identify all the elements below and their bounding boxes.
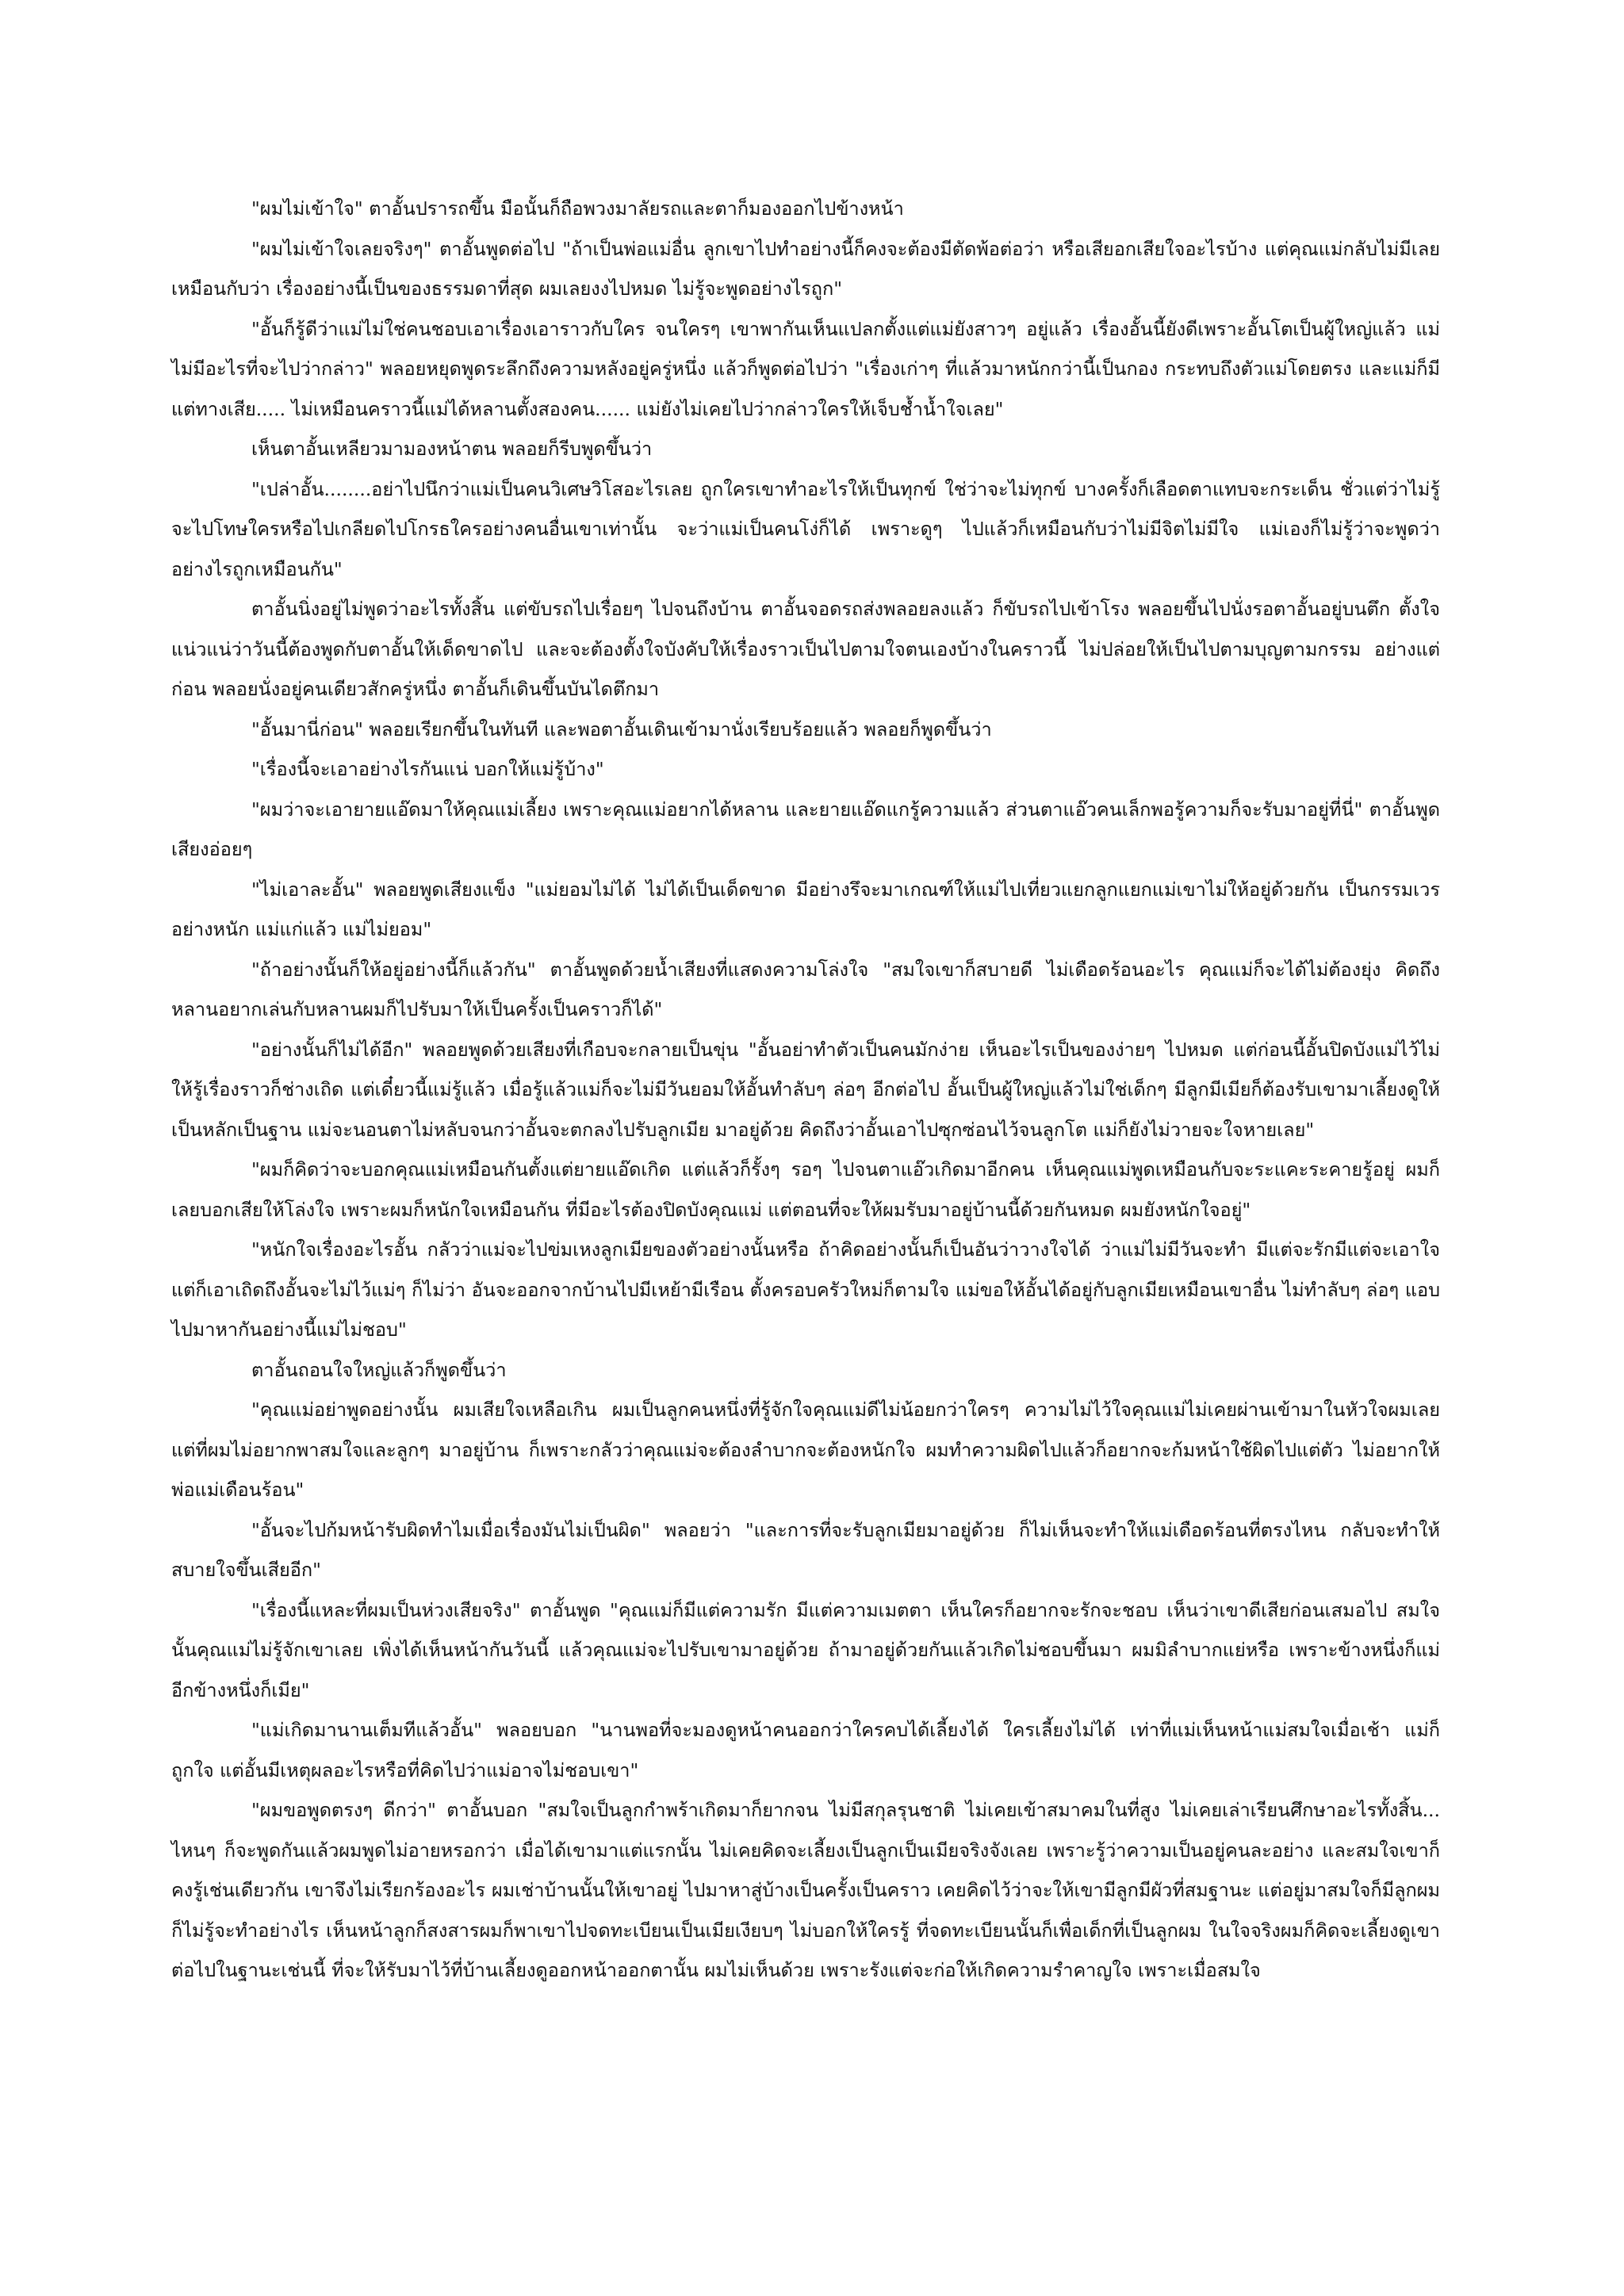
paragraph-8: "เรื่องนี้จะเอาอย่างไรกันแน่ บอกให้แม่รู้บ้าง" — [251, 758, 604, 780]
paragraph-5: "เปล่าอั้น........อย่าไปนึกว่าแม่เป็นคนวิเศษวิโสอะไรเลย ถูกใครเขาทำอะไรให้เป็นทุกข์ ใช่ว่าจะไม่ทุกข์ บางครั้งก็เลือดตาแทบจะกระเด็น ชั่วแต่ว่าไม่รู้จะไปโทษใครหรือไปเกลียดไปโกรธใครอย่างคนอื่นเขาเท่านั้น จะว่าแม่เป็นคนโง่ก็ได้ เพราะดูๆ ไปแล้วก็เหมือนกับว่าไม่มีจิตไม่มีใจ แม่เองก็ไม่รู้ว่าจะพูดว่าอย่างไรถูกเหมือนกัน" — [171, 477, 1440, 580]
paragraph-11: "ถ้าอย่างนั้นก็ให้อยู่อย่างนี้ก็แล้วกัน" ตาอั้นพูดด้วยน้ำเสียงที่แสดงความโล่งใจ "สมใจเขาก็สบายดี ไม่เดือดร้อนอะไร คุณแม่ก็จะได้ไม่ต้องยุ่ง คิดถึงหลานอยากเล่นกับหลานผมก็ไปรับมาให้เป็นครั้งเป็นคราวก็ได้" — [171, 958, 1440, 1020]
paragraph-13: "ผมก็คิดว่าจะบอกคุณแม่เหมือนกันตั้งแต่ยายแอ๊ดเกิด แต่แล้วก็รั้งๆ รอๆ ไปจนตาแอ๊วเกิดมาอีกคน เห็นคุณแม่พูดเหมือนกับจะระแคะระคายรู้อยู่ ผมก็เลยบอกเสียให้โล่งใจ เพราะผมก็หนักใจเหมือนกัน ที่มีอะไรต้องปิดบังคุณแม่ แต่ตอนที่จะให้ผมรับมาอยู่บ้านนี้ด้วยกันหมด ผมยังหนักใจอยู่" — [171, 1158, 1440, 1221]
paragraph-16: "คุณแม่อย่าพูดอย่างนั้น ผมเสียใจเหลือเกิน ผมเป็นลูกคนหนึ่งที่รู้จักใจคุณแม่ดีไม่น้อยกว่าใครๆ ความไม่ไว้ใจคุณแม่ไม่เคยผ่านเข้ามาในหัวใจผมเลย แต่ที่ผมไม่อยากพาสมใจและลูกๆ มาอยู่บ้าน ก็เพราะกลัวว่าคุณแม่จะต้องลำบากจะต้องหนักใจ ผมทำความผิดไปแล้วก็อยากจะก้มหน้าใช้ผิดไปแต่ตัว ไม่อยากให้พ่อแม่เดือนร้อน" — [171, 1399, 1440, 1501]
paragraph-7: "อั้นมานี่ก่อน" พลอยเรียกขึ้นในทันที และพอตาอั้นเดินเข้ามานั่งเรียบร้อยแล้ว พลอยก็พูดขึ้นว่า — [251, 718, 992, 740]
paragraph-2: "ผมไม่เข้าใจเลยจริงๆ" ตาอั้นพูดต่อไป "ถ้าเป็นพ่อแม่อื่น ลูกเขาไปทำอย่างนี้ก็คงจะต้องมีตัดพ้อต่อว่า หรือเสียอกเสียใจอะไรบ้าง แต่คุณแม่กลับไม่มีเลยเหมือนกับว่า เรื่องอย่างนี้เป็นของธรรมดาที่สุด ผมเลยงงไปหมด ไม่รู้จะพูดอย่างไรถูก" — [171, 237, 1440, 300]
paragraph-17: "อั้นจะไปก้มหน้ารับผิดทำไมเมื่อเรื่องมันไม่เป็นผิด" พลอยว่า "และการที่จะรับลูกเมียมาอยู่ด้วย ก็ไม่เห็นจะทำให้แม่เดือดร้อนที่ตรงไหน กลับจะทำให้สบายใจขึ้นเสียอีก" — [171, 1518, 1440, 1581]
paragraph-1: "ผมไม่เข้าใจ" ตาอั้นปรารถขึ้น มือนั้นก็ถือพวงมาลัยรถและตาก็มองออกไปข้างหน้า — [251, 197, 904, 220]
paragraph-15: ตาอั้นถอนใจใหญ่แล้วก็พูดขึ้นว่า — [251, 1358, 507, 1381]
paragraph-12: "อย่างนั้นก็ไม่ได้อีก" พลอยพูดด้วยเสียงที่เกือบจะกลายเป็นขุ่น "อั้นอย่าทำตัวเป็นคนมักง่าย เห็นอะไรเป็นของง่ายๆ ไปหมด แต่ก่อนนี้อั้นปิดบังแม่ไว้ไม่ให้รู้เรื่องราวก็ช่างเถิด แต่เดี๋ยวนี้แม่รู้แล้ว เมื่อรู้แล้วแม่ก็จะไม่มีวันยอมให้อั้นทำลับๆ ล่อๆ อีกต่อไป อั้นเป็นผู้ใหญ่แล้วไม่ใช่เด็กๆ มีลูกมีเมียก็ต้องรับเขามาเลี้ยงดูให้เป็นหลักเป็นฐาน แม่จะนอนตาไม่หลับจนกว่าอั้นจะตกลงไปรับลูกเมีย มาอยู่ด้วย คิดถึงว่าอั้นเอาไปซุกซ่อนไว้จนลูกโต แม่ก็ยังไม่วายจะใจหายเลย" — [171, 1038, 1440, 1141]
paragraph-20: "ผมขอพูดตรงๆ ดีกว่า" ตาอั้นบอก "สมใจเป็นลูกกำพร้าเกิดมาก็ยากจน ไม่มีสกุลรุนชาติ ไม่เคยเข้าสมาคมในที่สูง ไม่เคยเล่าเรียนศึกษาอะไรทั้งสิ้น... ไหนๆ ก็จะพูดกันแล้วผมพูดไม่อายหรอกว่า เมื่อได้เขามาแต่แรกนั้น ไม่เคยคิดจะเลี้ยงเป็นลูกเป็นเมียจริงจังเลย เพราะรู้ว่าความเป็นอยู่คนละอย่าง และสมใจเขาก็คงรู้เช่นเดียวกัน เขาจึงไม่เรียกร้องอะไร ผมเช่าบ้านนั้นให้เขาอยู่ ไปมาหาสู่บ้างเป็นครั้งเป็นคราว เคยคิดไว้ว่าจะให้เขามีลูกมีผัวที่สมฐานะ แต่อยู่มาสมใจก็มีลูกผมก็ไม่รู้จะทำอย่างไร เห็นหน้าลูกก็สงสารผมก็พาเขาไปจดทะเบียนเป็นเมียเงียบๆ ไม่บอกให้ใครรู้ ที่จดทะเบียนนั้นก็เพื่อเด็กที่เป็นลูกผม ในใจจริงผมก็คิดจะเลี้ยงดูเขาต่อไปในฐานะเช่นนี้ ที่จะให้รับมาไว้ที่บ้านเลี้ยงดูออกหน้าออกตานั้น ผมไม่เห็นด้วย เพราะรังแต่จะก่อให้เกิดความรำคาญใจ เพราะเมื่อสมใจ — [171, 1799, 1440, 1981]
paragraph-4: เห็นตาอั้นเหลียวมามองหน้าตน พลอยก็รีบพูดขึ้นว่า — [251, 438, 653, 460]
document-page — [171, 189, 1440, 1991]
paragraph-14: "หนักใจเรื่องอะไรอั้น กลัวว่าแม่จะไปข่มเหงลูกเมียของตัวอย่างนั้นหรือ ถ้าคิดอย่างนั้นก็เป็นอันว่าวางใจได้ ว่าแม่ไม่มีวันจะทำ มีแต่จะรักมีแต่จะเอาใจ แต่ก็เอาเถิดถึงอั้นจะไม่ไว้แม่ๆ ก็ไม่ว่า อันจะออกจากบ้านไปมีเหย้ามีเรือน ตั้งครอบครัวใหม่ก็ตามใจ แม่ขอให้อั้นได้อยู่กับลูกเมียเหมือนเขาอื่น ไม่ทำลับๆ ล่อๆ แอบไปมาหากันอย่างนี้แม่ไม่ชอบ" — [171, 1238, 1440, 1341]
paragraph-6: ตาอั้นนิ่งอยู่ไม่พูดว่าอะไรทั้งสิ้น แต่ขับรถไปเรื่อยๆ ไปจนถึงบ้าน ตาอั้นจอดรถส่งพลอยลงแล้ว ก็ขับรถไปเข้าโรง พลอยขึ้นไปนั่งรอตาอั้นอยู่บนตึก ตั้งใจแน่วแน่ว่าวันนี้ต้องพูดกับตาอั้นให้เด็ดขาดไป และจะต้องตั้งใจบังคับให้เรื่องราวเป็นไปตามใจตนเองบ้างในคราวนี้ ไม่ปล่อยให้เป็นไปตามบุญตามกรรม อย่างแต่ก่อน พลอยนั่งอยู่คนเดียวสักครู่หนึ่ง ตาอั้นก็เดินขึ้นบันไดตึกมา — [171, 598, 1440, 700]
paragraph-10: "ไม่เอาละอั้น" พลอยพูดเสียงแข็ง "แม่ยอมไม่ได้ ไม่ได้เป็นเด็ดขาด มีอย่างรึจะมาเกณฑ์ให้แม่ไปเที่ยวแยกลูกแยกแม่เขาไม่ให้อยู่ด้วยกัน เป็นกรรมเวรอย่างหนัก แม่แก่แล้ว แม่ไม่ยอม" — [171, 878, 1440, 940]
paragraph-9: "ผมว่าจะเอายายแอ๊ดมาให้คุณแม่เลี้ยง เพราะคุณแม่อยากได้หลาน และยายแอ๊ดแกรู้ความแล้ว ส่วนตาแอ๊วคนเล็กพอรู้ความก็จะรับมาอยู่ที่นี่" ตาอั้นพูดเสียงอ่อยๆ — [171, 798, 1440, 860]
paragraph-18: "เรื่องนี้แหละที่ผมเป็นห่วงเสียจริง" ตาอั้นพูด "คุณแม่ก็มีแต่ความรัก มีแต่ความเมตตา เห็นใครก็อยากจะรักจะชอบ เห็นว่าเขาดีเสียก่อนเสมอไป สมใจนั้นคุณแม่ไม่รู้จักเขาเลย เพิ่งได้เห็นหน้ากันวันนี้ แล้วคุณแม่จะไปรับเขามาอยู่ด้วย ถ้ามาอยู่ด้วยกันแล้วเกิดไม่ชอบขึ้นมา ผมมิลำบากแย่หรือ เพราะข้างหนึ่งก็แม่ อีกข้างหนึ่งก็เมีย" — [171, 1598, 1440, 1701]
paragraph-19: "แม่เกิดมานานเต็มทีแล้วอั้น" พลอยบอก "นานพอที่จะมองดูหน้าคนออกว่าใครคบได้เลี้ยงได้ ใครเลี้ยงไม่ได้ เท่าที่แม่เห็นหน้าแม่สมใจเมื่อเช้า แม่ก็ถูกใจ แต่อั้นมีเหตุผลอะไรหรือที่คิดไปว่าแม่อาจไม่ชอบเขา" — [171, 1719, 1440, 1781]
paragraph-3: "อั้นก็รู้ดีว่าแม่ไม่ใช่คนชอบเอาเรื่องเอาราวกับใคร จนใครๆ เขาพากันเห็นแปลกตั้งแต่แม่ยังสาวๆ อยู่แล้ว เรื่องอั้นนี้ยังดีเพราะอั้นโตเป็นผู้ใหญ่แล้ว แม่ไม่มีอะไรที่จะไปว่ากล่าว" พลอยหยุดพูดระลึกถึงความหลังอยู่ครู่หนึ่ง แล้วก็พูดต่อไปว่า "เรื่องเก่าๆ ที่แล้วมาหนักกว่านี้เป็นกอง กระทบถึงตัวแม่โดยตรง และแม่ก็มีแต่ทางเสีย..... ไม่เหมือนคราวนี้แม่ได้หลานตั้งสองคน...... แม่ยังไม่เคยไปว่ากล่าวใครให้เจ็บช้ำน้ำใจเลย" — [171, 317, 1440, 420]
